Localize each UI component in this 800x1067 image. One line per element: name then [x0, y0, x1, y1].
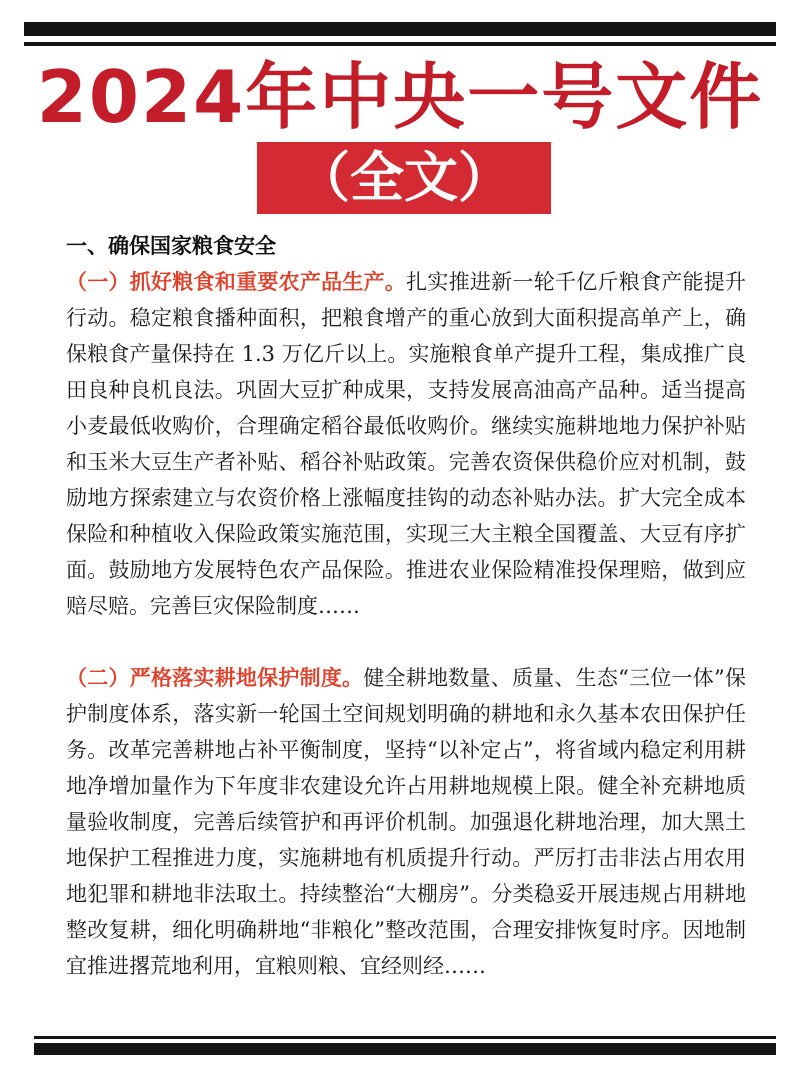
top-border-thin — [24, 42, 776, 46]
subtitle-badge: （全文） — [257, 142, 551, 214]
page-title: 2024年中央一号文件 — [36, 55, 764, 139]
paragraph-grain-production — [66, 264, 746, 624]
paragraph-text: 健全耕地数量、质量、生态“三位一体”保护制度体系，落实新一轮国土空间规划明确的耕地和永久基本农田保护任务。改革完善耕地占补平衡制度，坚持“以补定占”，将省域内稳定利用耕地净增加量作为下年度非农建设允许占用耕地规模上限。健全补充耕地质量验收制度，完善后续管护和再评价机制。加强退化耕地治理，加大黑土地保护工程推进力度，实施耕地有机质提升行动。严厉打击非法占用农用地犯罪和耕地非法取土。持续整治“大棚房”。分类稳妥开展违规占用耕地整改复耕，细化明确耕地“非粮化”整改范围，合理安排恢复时序。因地制宜推进撂荒地利用，宜粮则粮、宜经则经…… — [66, 666, 746, 978]
paragraph-farmland-protection — [66, 660, 746, 984]
bottom-border-thin — [34, 1036, 776, 1039]
document-body — [66, 228, 746, 984]
paragraph-heading: （二）严格落实耕地保护制度。 — [66, 666, 364, 690]
paragraph-heading: （一）抓好粮食和重要农产品生产。 — [66, 270, 407, 294]
bottom-border-thick — [34, 1043, 776, 1055]
paragraph-spacer — [66, 624, 746, 660]
top-border-thick — [24, 22, 776, 36]
section-heading: 一、确保国家粮食安全 — [66, 234, 276, 258]
paragraph-text: 扎实推进新一轮千亿斤粮食产能提升行动。稳定粮食播种面积，把粮食增产的重心放到大面积提高单产上，确保粮食产量保持在 1.3 万亿斤以上。实施粮食单产提升工程，集成推广良田良种良机良法。巩固大豆扩种成果，支持发展高油高产品种。适当提高小麦最低收购价，合理确定稻谷最低收购价。继续实施耕地地力保护补贴和玉米大豆生产者补贴、稻谷补贴政策。完善农资保供稳价应对机制，鼓励地方探索建立与农资价格上涨幅度挂钩的动态补贴办法。扩大完全成本保险和种植收入保险政策实施范围，实现三大主粮全国覆盖、大豆有序扩面。鼓励地方发展特色农产品保险。推进农业保险精准投保理赔，做到应赔尽赔。完善巨灾保险制度…… — [66, 270, 747, 618]
